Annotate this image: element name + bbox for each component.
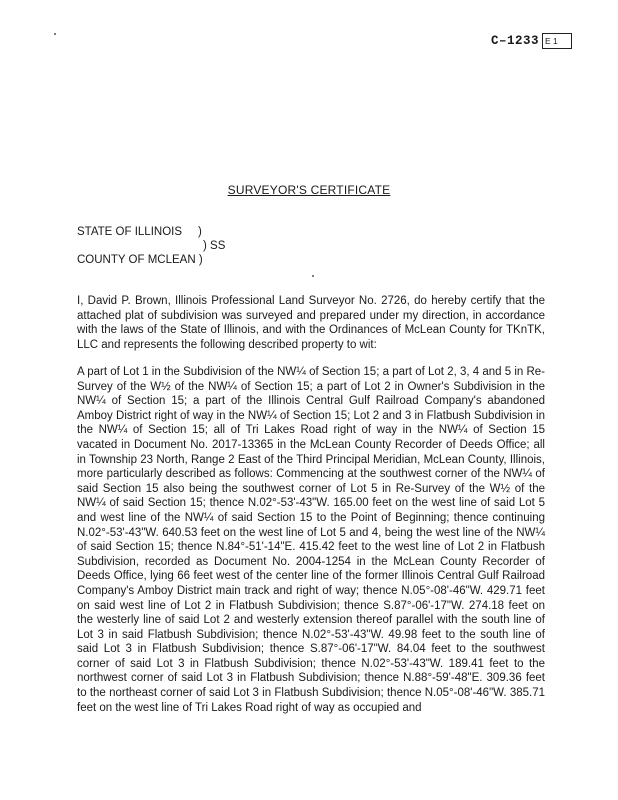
page-title: SURVEYOR'S CERTIFICATE <box>227 183 391 197</box>
legal-description-paragraph: A part of Lot 1 in the Subdivision of the NW¼ of Section 15; a part of Lot 2, 3, 4 and 5 in Re-Survey of the W½ of the NW¼ of Section 15; a part of Lot 2 in Owner's Subdivision in the NW¼ of Section 15; a part of the Illinois Central Gulf Railroad Company's abandoned Amboy District right of way in the NW¼ of Section 15; Lot 2 and 3 in Flatbush Subdivision in the NW¼ of Section 15; all of Tri Lakes Road right of way in the NW¼ of Section 15 vacated in Document No. 2017-13365 in the McLean County Recorder of Deeds Office; all in Township 23 North, Range 2 East of the Third Principal Meridian, McLean County, Illinois, more particularly described as follows: Commencing at the southwest corner of the NW¼ of said Section 15 also being the southwest corner of Lot 5 in Re-Survey of the W½ of the NW¼ of said Section 15; thence N.02°-53'-43"W. 165.00 feet on the west line of said Lot 5 and west line of the NW¼ of said Section 15 to the Point of Beginning; thence continuing N.02°-53'-43"W. 640.53 feet on the west line of Lot 5 and 4, being the west line of the NW¼ of said Section 15; thence N.84°-51'-14"E. 415.42 feet to the west line of Lot 2 in Flatbush Subdivision, recorded as Document No. 2004-1254 in the McLean County Recorder of Deeds Office, lying 66 feet west of the center line of the former Illinois Central Gulf Railroad Company's Amboy District main track and right of way; thence N.05°-08'-46"W. 429.71 feet on said west line of Lot 2 in Flatbush Subdivision; thence S.87°-06'-17"W. 274.18 feet on the westerly line of said Lot 2 and westerly extension thereof parallel with the south line of Lot 3 in said Flatbush Subdivision; thence N.02°-53'-43"W. 49.98 feet to the south line of said Lot 3 in Flatbush Subdivision; thence S.87°-06'-17"W. 84.04 feet to the southwest corner of said Lot 3 in Flatbush Subdivision; thence N.02°-53'-43"W. 189.41 feet to the northwest corner of said Lot 3 in Flatbush Subdivision; thence N.88°-59'-48"E. 309.36 feet to the northeast corner of said Lot 3 in Flatbush Subdivision; thence N.05°-08'-46"W. 385.71 feet on the west line of Tri Lakes Road right of way as occupied and <box>77 366 545 714</box>
scan-speck <box>312 275 314 277</box>
document-number: C–1233 <box>491 34 540 48</box>
document-number-stamp <box>491 33 572 49</box>
venue-state-line: STATE OF ILLINOIS ) <box>77 226 202 238</box>
certification-paragraph: I, David P. Brown, Illinois Professional Land Surveyor No. 2726, do hereby certify that the attached plat of subdivision was surveyed and prepared under my direction, in accordance with the laws of the State of Illinois, and with the Ordinances of McLean County for TKnTK, LLC and represents the following described property to wit: <box>77 295 545 351</box>
scan-speck <box>54 33 56 35</box>
venue-block <box>77 225 225 267</box>
exhibit-label-box: E 1 <box>542 33 572 49</box>
venue-county-line: COUNTY OF MCLEAN ) <box>77 254 203 266</box>
venue-ss-line: ) SS <box>203 240 226 252</box>
